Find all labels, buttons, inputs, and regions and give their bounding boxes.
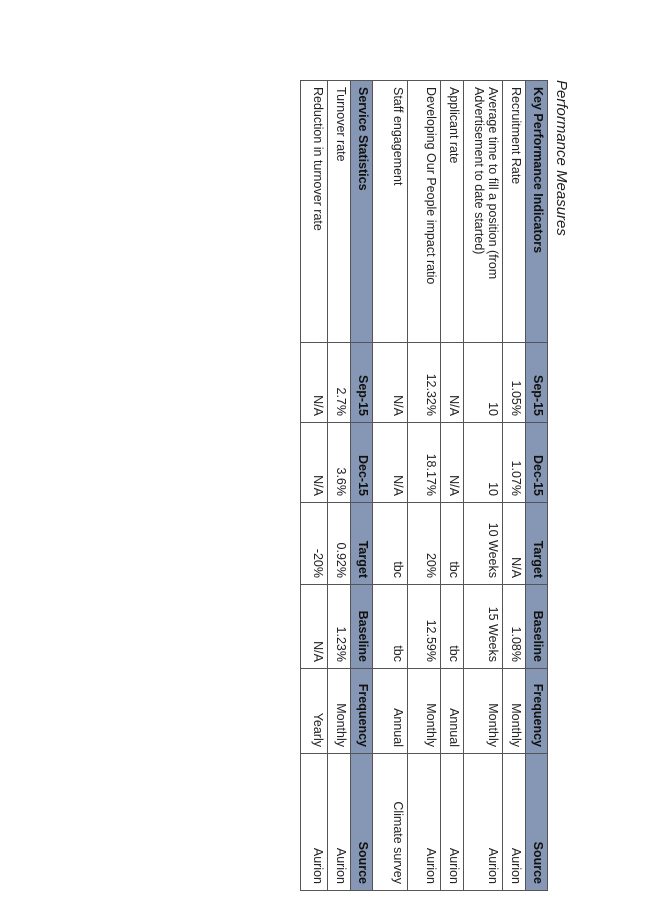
- table-cell: Aurion: [503, 754, 526, 891]
- table-cell: tbc: [361, 585, 408, 669]
- service-header-frequency: Frequency: [351, 669, 373, 754]
- table-cell: 1.05%: [503, 343, 526, 423]
- service-header-dec15: Dec-15: [351, 423, 373, 503]
- service-header-statistic: Service Statistics: [351, 81, 373, 343]
- table-row: [441, 81, 464, 891]
- table-cell: N/A: [441, 343, 464, 423]
- table-cell: Monthly: [328, 669, 351, 754]
- table-row: [464, 81, 503, 891]
- table-cell: Average time to fill a position (from Advertisement to date started): [464, 81, 503, 343]
- table-cell: 10 Weeks: [464, 503, 503, 585]
- table-cell: 18.17%: [408, 423, 441, 503]
- kpi-header-source: Source: [526, 754, 548, 891]
- kpi-header-row: [526, 81, 548, 891]
- table-cell: Recruitment Rate: [503, 81, 526, 343]
- table-cell: tbc: [441, 503, 464, 585]
- service-header-source: Source: [351, 754, 373, 891]
- table-cell: Applicant rate: [441, 81, 464, 343]
- table-row: [503, 81, 526, 891]
- service-header-row: [351, 81, 373, 891]
- table-cell: 3.6%: [328, 423, 351, 503]
- table-row: [301, 81, 328, 891]
- table-cell: N/A: [361, 343, 408, 423]
- table-cell: Climate survey: [361, 754, 408, 891]
- rotated-content: [270, 80, 570, 890]
- table-cell: N/A: [441, 423, 464, 503]
- table-cell: tbc: [441, 585, 464, 669]
- table-cell: 15 Weeks: [464, 585, 503, 669]
- kpi-table: [360, 80, 548, 891]
- kpi-header-frequency: Frequency: [526, 669, 548, 754]
- kpi-header-sep15: Sep-15: [526, 343, 548, 423]
- table-cell: Yearly: [301, 669, 328, 754]
- table-cell: Reduction in turnover rate: [301, 81, 328, 343]
- table-cell: 20%: [408, 503, 441, 585]
- kpi-header-dec15: Dec-15: [526, 423, 548, 503]
- table-cell: 1.08%: [503, 585, 526, 669]
- table-cell: 12.32%: [408, 343, 441, 423]
- table-cell: Monthly: [503, 669, 526, 754]
- table-cell: N/A: [503, 503, 526, 585]
- service-header-target: Target: [351, 503, 373, 585]
- table-cell: 10: [464, 343, 503, 423]
- table-cell: Turnover rate: [328, 81, 351, 343]
- table-cell: Monthly: [408, 669, 441, 754]
- page-title: Performance Measures: [553, 80, 570, 236]
- table-cell: Aurion: [441, 754, 464, 891]
- table-cell: 1.07%: [503, 423, 526, 503]
- table-cell: 10: [464, 423, 503, 503]
- table-cell: N/A: [301, 585, 328, 669]
- table-cell: Aurion: [328, 754, 351, 891]
- table-cell: 0.92%: [328, 503, 351, 585]
- table-cell: 12.59%: [408, 585, 441, 669]
- table-row: [408, 81, 441, 891]
- table-cell: N/A: [301, 423, 328, 503]
- table-cell: Aurion: [408, 754, 441, 891]
- table-cell: Monthly: [464, 669, 503, 754]
- table-cell: tbc: [361, 503, 408, 585]
- table-cell: N/A: [361, 423, 408, 503]
- kpi-header-baseline: Baseline: [526, 585, 548, 669]
- table-cell: -20%: [301, 503, 328, 585]
- service-header-baseline: Baseline: [351, 585, 373, 669]
- kpi-header-target: Target: [526, 503, 548, 585]
- service-statistics-table: [300, 80, 373, 891]
- table-cell: 2.7%: [328, 343, 351, 423]
- table-cell: 1.23%: [328, 585, 351, 669]
- table-cell: Aurion: [301, 754, 328, 891]
- table-cell: N/A: [301, 343, 328, 423]
- table-cell: Annual: [361, 669, 408, 754]
- table-cell: Developing Our People impact ratio: [408, 81, 441, 343]
- table-cell: Aurion: [464, 754, 503, 891]
- table-cell: Annual: [441, 669, 464, 754]
- kpi-header-indicator: Key Performance Indicators: [526, 81, 548, 343]
- table-row: [328, 81, 351, 891]
- table-cell: Staff engagement: [361, 81, 408, 343]
- service-header-sep15: Sep-15: [351, 343, 373, 423]
